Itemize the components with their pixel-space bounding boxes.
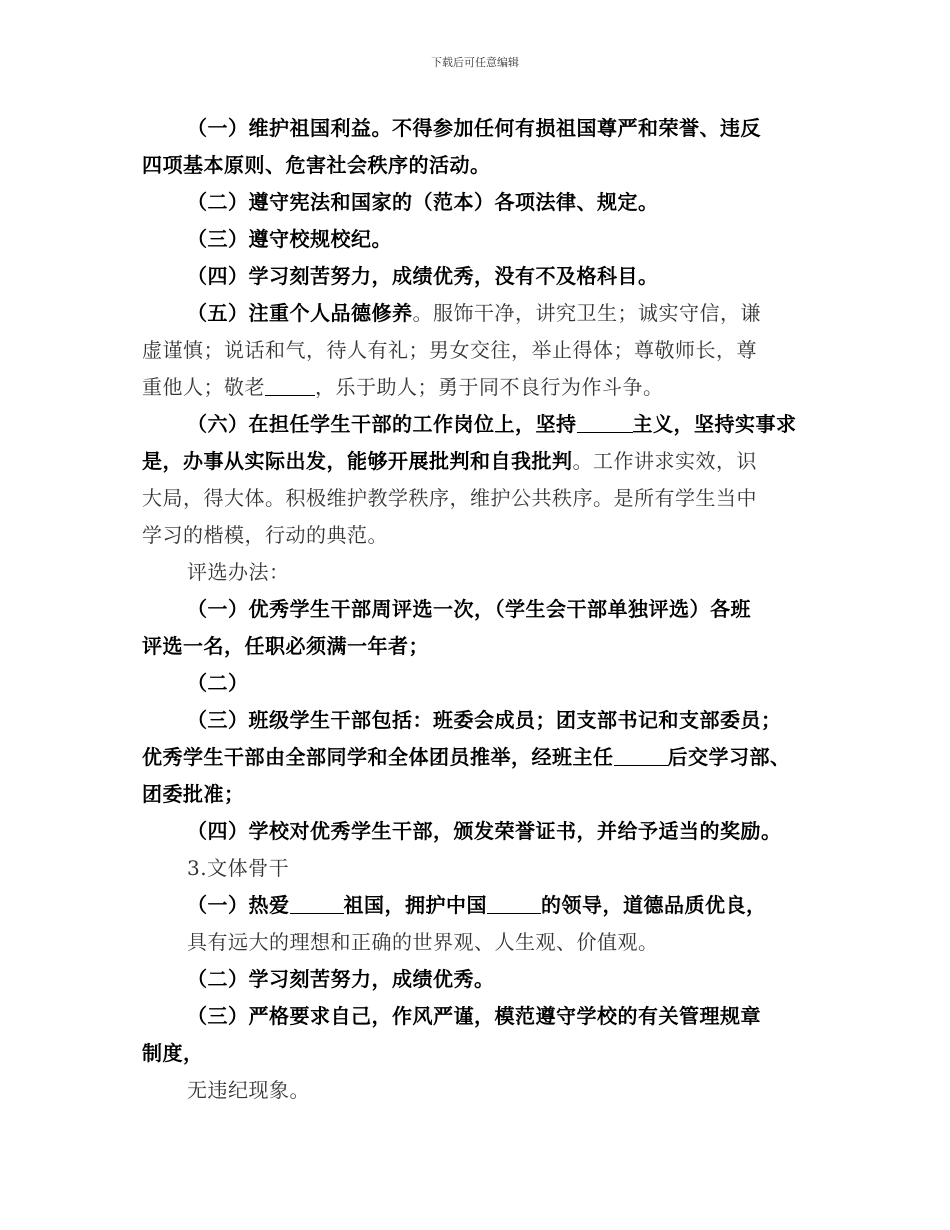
text-run-bold: 祖国，拥护中国 [343, 893, 487, 917]
paragraph-line: （二）遵守宪法和国家的（范本）各项法律、规定。 [187, 190, 659, 214]
paragraph-line: （三）遵守校规校纪。 [187, 227, 392, 251]
blank-underline [487, 893, 541, 914]
page-header: 下载后可任意编辑 [431, 56, 519, 69]
text-run-bold: 的领导，道德品质优良， [541, 893, 767, 917]
paragraph-line: （三）严格要求自己，作风严谨，模范遵守学校的有关管理规章 [187, 1004, 761, 1028]
paragraph-line: （四）学校对优秀学生干部，颁发荣誉证书，并给予适当的奖励。 [187, 819, 782, 843]
paragraph-line: （二）学习刻苦努力，成绩优秀。 [187, 967, 495, 991]
section-heading: 评选办法： [187, 560, 290, 584]
paragraph-line: 具有远大的理想和正确的世界观、人生观、价值观。 [187, 930, 659, 954]
paragraph-line [142, 443, 822, 480]
blank-underline [614, 745, 668, 766]
paragraph-line: 无违纪现象。 [187, 1078, 310, 1102]
paragraph-line [142, 295, 822, 332]
document-body [142, 110, 822, 1109]
paragraph-line [142, 887, 822, 924]
paragraph-line: 制度， [142, 1041, 204, 1065]
text-run-bold: （五）注重个人品德修养 [187, 301, 413, 325]
text-run-bold: 后交学习部、 [667, 745, 791, 769]
section-heading: 3.文体骨干 [187, 856, 290, 880]
blank-underline [577, 412, 633, 433]
blank-underline [290, 893, 344, 914]
paragraph-line: （二） [187, 671, 249, 695]
text-run-bold: 是，办事从实际出发，能够开展批判和自我批判 [142, 449, 573, 473]
text-run: 。工作讲求实效，识 [572, 449, 757, 473]
paragraph-line: （一）优秀学生干部周评选一次，（学生会干部单独评选）各班 [187, 597, 751, 621]
paragraph-line: 虚谨慎；说话和气，待人有礼；男女交往，举止得体；尊敬师长，尊 [142, 338, 757, 362]
paragraph-line: 四项基本原则、危害社会秩序的活动。 [142, 153, 491, 177]
paragraph-line [142, 739, 822, 776]
paragraph-line: 团委批准； [142, 782, 245, 806]
paragraph-line: 学习的楷模，行动的典范。 [142, 523, 388, 547]
blank-underline [265, 375, 315, 396]
text-run-bold: （一）热爱 [187, 893, 290, 917]
paragraph-line [142, 369, 822, 406]
paragraph-line [142, 406, 822, 443]
text-run-bold: 优秀学生干部由全部同学和全体团员推举，经班主任 [142, 745, 614, 769]
text-run: 。服饰干净，讲究卫生；诚实守信，谦 [412, 301, 761, 325]
paragraph-line: （三）班级学生干部包括：班委会成员；团支部书记和支部委员； [187, 708, 782, 732]
paragraph-line: （四）学习刻苦努力，成绩优秀，没有不及格科目。 [187, 264, 659, 288]
paragraph-line: 评选一名，任职必须满一年者； [142, 634, 429, 658]
text-run: 重他人；敬老 [142, 375, 265, 399]
text-run-bold: （六）在担任学生干部的工作岗位上，坚持 [187, 412, 577, 436]
paragraph-line: （一）维护祖国利益。不得参加任何有损祖国尊严和荣誉、违反 [187, 116, 761, 140]
paragraph-line: 大局，得大体。积极维护教学秩序，维护公共秩序。是所有学生当中 [142, 486, 757, 510]
text-run: ，乐于助人；勇于同不良行为作斗争。 [315, 375, 664, 399]
text-run-bold: 主义，坚持实事求 [632, 412, 797, 436]
